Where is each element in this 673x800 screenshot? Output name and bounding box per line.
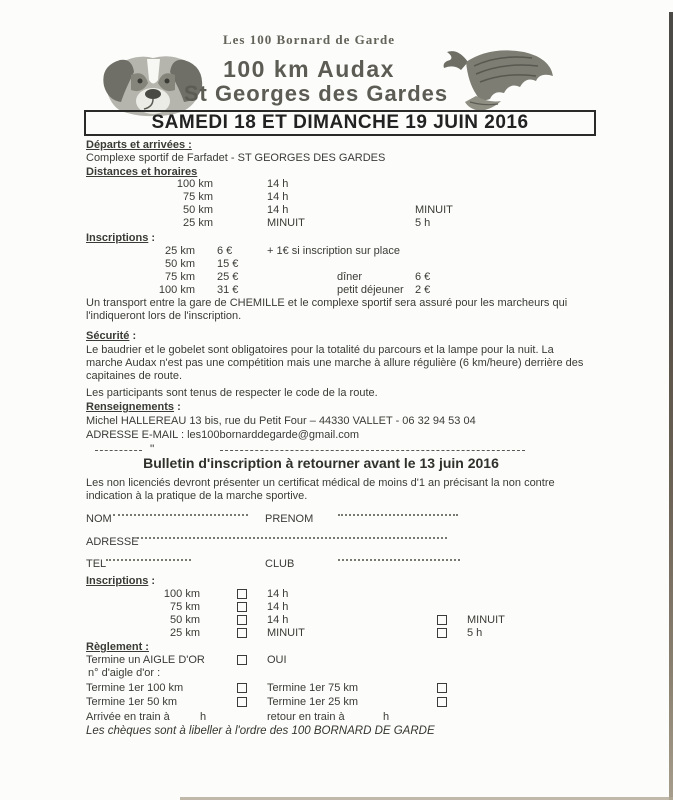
- repas-label: petit déjeuner: [337, 284, 404, 296]
- start-time: 14 h: [267, 191, 289, 203]
- scan-edge-shadow: [669, 12, 673, 800]
- option-time: 14 h: [267, 601, 289, 613]
- train-h-label: h: [383, 711, 390, 723]
- nom-label: NOM: [86, 513, 112, 525]
- checkbox-100km[interactable]: [237, 589, 247, 599]
- tarif-prix: 31 €: [217, 284, 239, 296]
- code-route-text: Les participants sont tenus de respecter le code de la route.: [86, 387, 378, 399]
- securite-text: Le baudrier et le gobelet sont obligatoires pour la totalité du parcours et la lampe pour la nuit. La marche Audax n'est pas une compétition mais une marche à allure régulière (6 km/heure) derrière des capitaines de route.: [86, 344, 584, 382]
- tarif-prix: 15 €: [217, 258, 239, 270]
- cut-mark: ": [150, 442, 155, 456]
- form-title: Bulletin d'inscription à retourner avant le 13 juin 2016: [143, 455, 499, 471]
- checkbox-termine-25km[interactable]: [437, 697, 447, 707]
- nom-field-line[interactable]: [113, 504, 248, 516]
- checkbox-aigle-oui[interactable]: [237, 655, 247, 665]
- adresse-field-line[interactable]: [132, 527, 447, 539]
- option-time: 14 h: [267, 588, 289, 600]
- aigle-oui-label: OUI: [267, 654, 287, 666]
- medical-text: Les non licenciés devront présenter un certificat médical de moins d'1 an précisant la non contre indication à la pratique de la marche sportive.: [86, 477, 555, 502]
- checkbox-50km[interactable]: [237, 615, 247, 625]
- tarif-prix: 25 €: [217, 271, 239, 283]
- extra-time: MINUIT: [415, 204, 453, 216]
- form-inscriptions-heading: Inscriptions :: [86, 575, 156, 587]
- tel-label: TEL: [86, 558, 107, 570]
- cheques-text: Les chèques sont à libeller à l'ordre des 100 BORNARD DE GARDE: [86, 725, 435, 737]
- repas-prix: 2 €: [415, 284, 431, 296]
- checkbox-25km[interactable]: [237, 628, 247, 638]
- prenom-field-line[interactable]: [338, 504, 458, 516]
- event-location-title: St Georges des Gardes: [183, 81, 449, 106]
- start-time: MINUIT: [267, 217, 305, 229]
- inscriptions-heading: Inscriptions :: [86, 232, 156, 244]
- venue-text: Complexe sportif de Farfadet - ST GEORGES DES GARDES: [86, 152, 386, 164]
- checkbox-termine-100km[interactable]: [237, 683, 247, 693]
- tel-field-line[interactable]: [106, 549, 191, 561]
- option-distance: 100 km: [163, 588, 200, 600]
- checkbox-termine-50km[interactable]: [237, 697, 247, 707]
- option-distance: 25 km: [170, 627, 200, 639]
- renseignements-heading: Renseignements :: [86, 401, 181, 413]
- termine-label: Termine 1er 25 km: [267, 696, 359, 708]
- checkbox-termine-75km[interactable]: [437, 683, 447, 693]
- train-arrivee-label: Arrivée en train à: [86, 711, 170, 723]
- cut-dash-short: [95, 450, 142, 451]
- option-time: MINUIT: [267, 627, 305, 639]
- repas-prix: 6 €: [415, 271, 431, 283]
- date-banner: SAMEDI 18 ET DIMANCHE 19 JUIN 2016: [84, 110, 596, 136]
- start-time: 14 h: [267, 204, 289, 216]
- termine-label: Termine 1er 75 km: [267, 682, 359, 694]
- option-distance: 50 km: [170, 614, 200, 626]
- tarif-distance: 100 km: [158, 284, 195, 296]
- extra-time: 5 h: [415, 217, 431, 229]
- distances-heading: Distances et horaires: [86, 166, 198, 178]
- start-time: 14 h: [267, 178, 289, 190]
- adresse-label: ADRESSE: [86, 536, 139, 548]
- termine-label: Termine 1er 100 km: [86, 682, 184, 694]
- option-extra: 5 h: [467, 627, 483, 639]
- eagle-image: [440, 46, 560, 116]
- tarif-note: + 1€ si inscription sur place: [267, 245, 400, 257]
- club-name: Les 100 Bornard de Garde: [222, 32, 396, 47]
- checkbox-25km-5h[interactable]: [437, 628, 447, 638]
- cut-dash-long: [220, 450, 525, 451]
- repas-label: dîner: [337, 271, 363, 283]
- train-h-label: h: [200, 711, 207, 723]
- checkbox-75km[interactable]: [237, 602, 247, 612]
- contact-line: Michel HALLEREAU 13 bis, rue du Petit Four – 44330 VALLET - 06 32 94 53 04: [86, 415, 476, 427]
- securite-heading: Sécurité :: [86, 330, 137, 342]
- option-time: 14 h: [267, 614, 289, 626]
- tarif-prix: 6 €: [217, 245, 233, 257]
- aigle-label: Termine un AIGLE D'OR: [86, 654, 205, 666]
- transport-text: Un transport entre la gare de CHEMILLE et le complexe sportif sera assuré pour les marcheurs qui l'indiqueront lors de l'inscription.: [86, 297, 568, 322]
- termine-label: Termine 1er 50 km: [86, 696, 178, 708]
- club-label: CLUB: [265, 558, 295, 570]
- email-line: ADRESSE E-MAIL : les100bornarddegarde@gmail.com: [86, 429, 360, 441]
- distance-label: 75 km: [183, 191, 213, 203]
- distance-label: 50 km: [183, 204, 213, 216]
- tarif-distance: 50 km: [165, 258, 195, 270]
- tarif-distance: 75 km: [165, 271, 195, 283]
- distance-label: 25 km: [183, 217, 213, 229]
- club-field-line[interactable]: [338, 549, 460, 561]
- checkbox-50km-minuit[interactable]: [437, 615, 447, 625]
- reglement-heading: Règlement :: [86, 641, 149, 653]
- prenom-label: PRENOM: [265, 513, 314, 525]
- aigle-numero-label: n° d'aigle d'or :: [88, 667, 161, 679]
- option-extra: MINUIT: [467, 614, 505, 626]
- event-title: 100 km Audax: [223, 56, 395, 82]
- tarif-distance: 25 km: [165, 245, 195, 257]
- distance-label: 100 km: [176, 178, 213, 190]
- train-retour-label: retour en train à: [267, 711, 345, 723]
- option-distance: 75 km: [170, 601, 200, 613]
- departs-heading: Départs et arrivées :: [86, 139, 192, 151]
